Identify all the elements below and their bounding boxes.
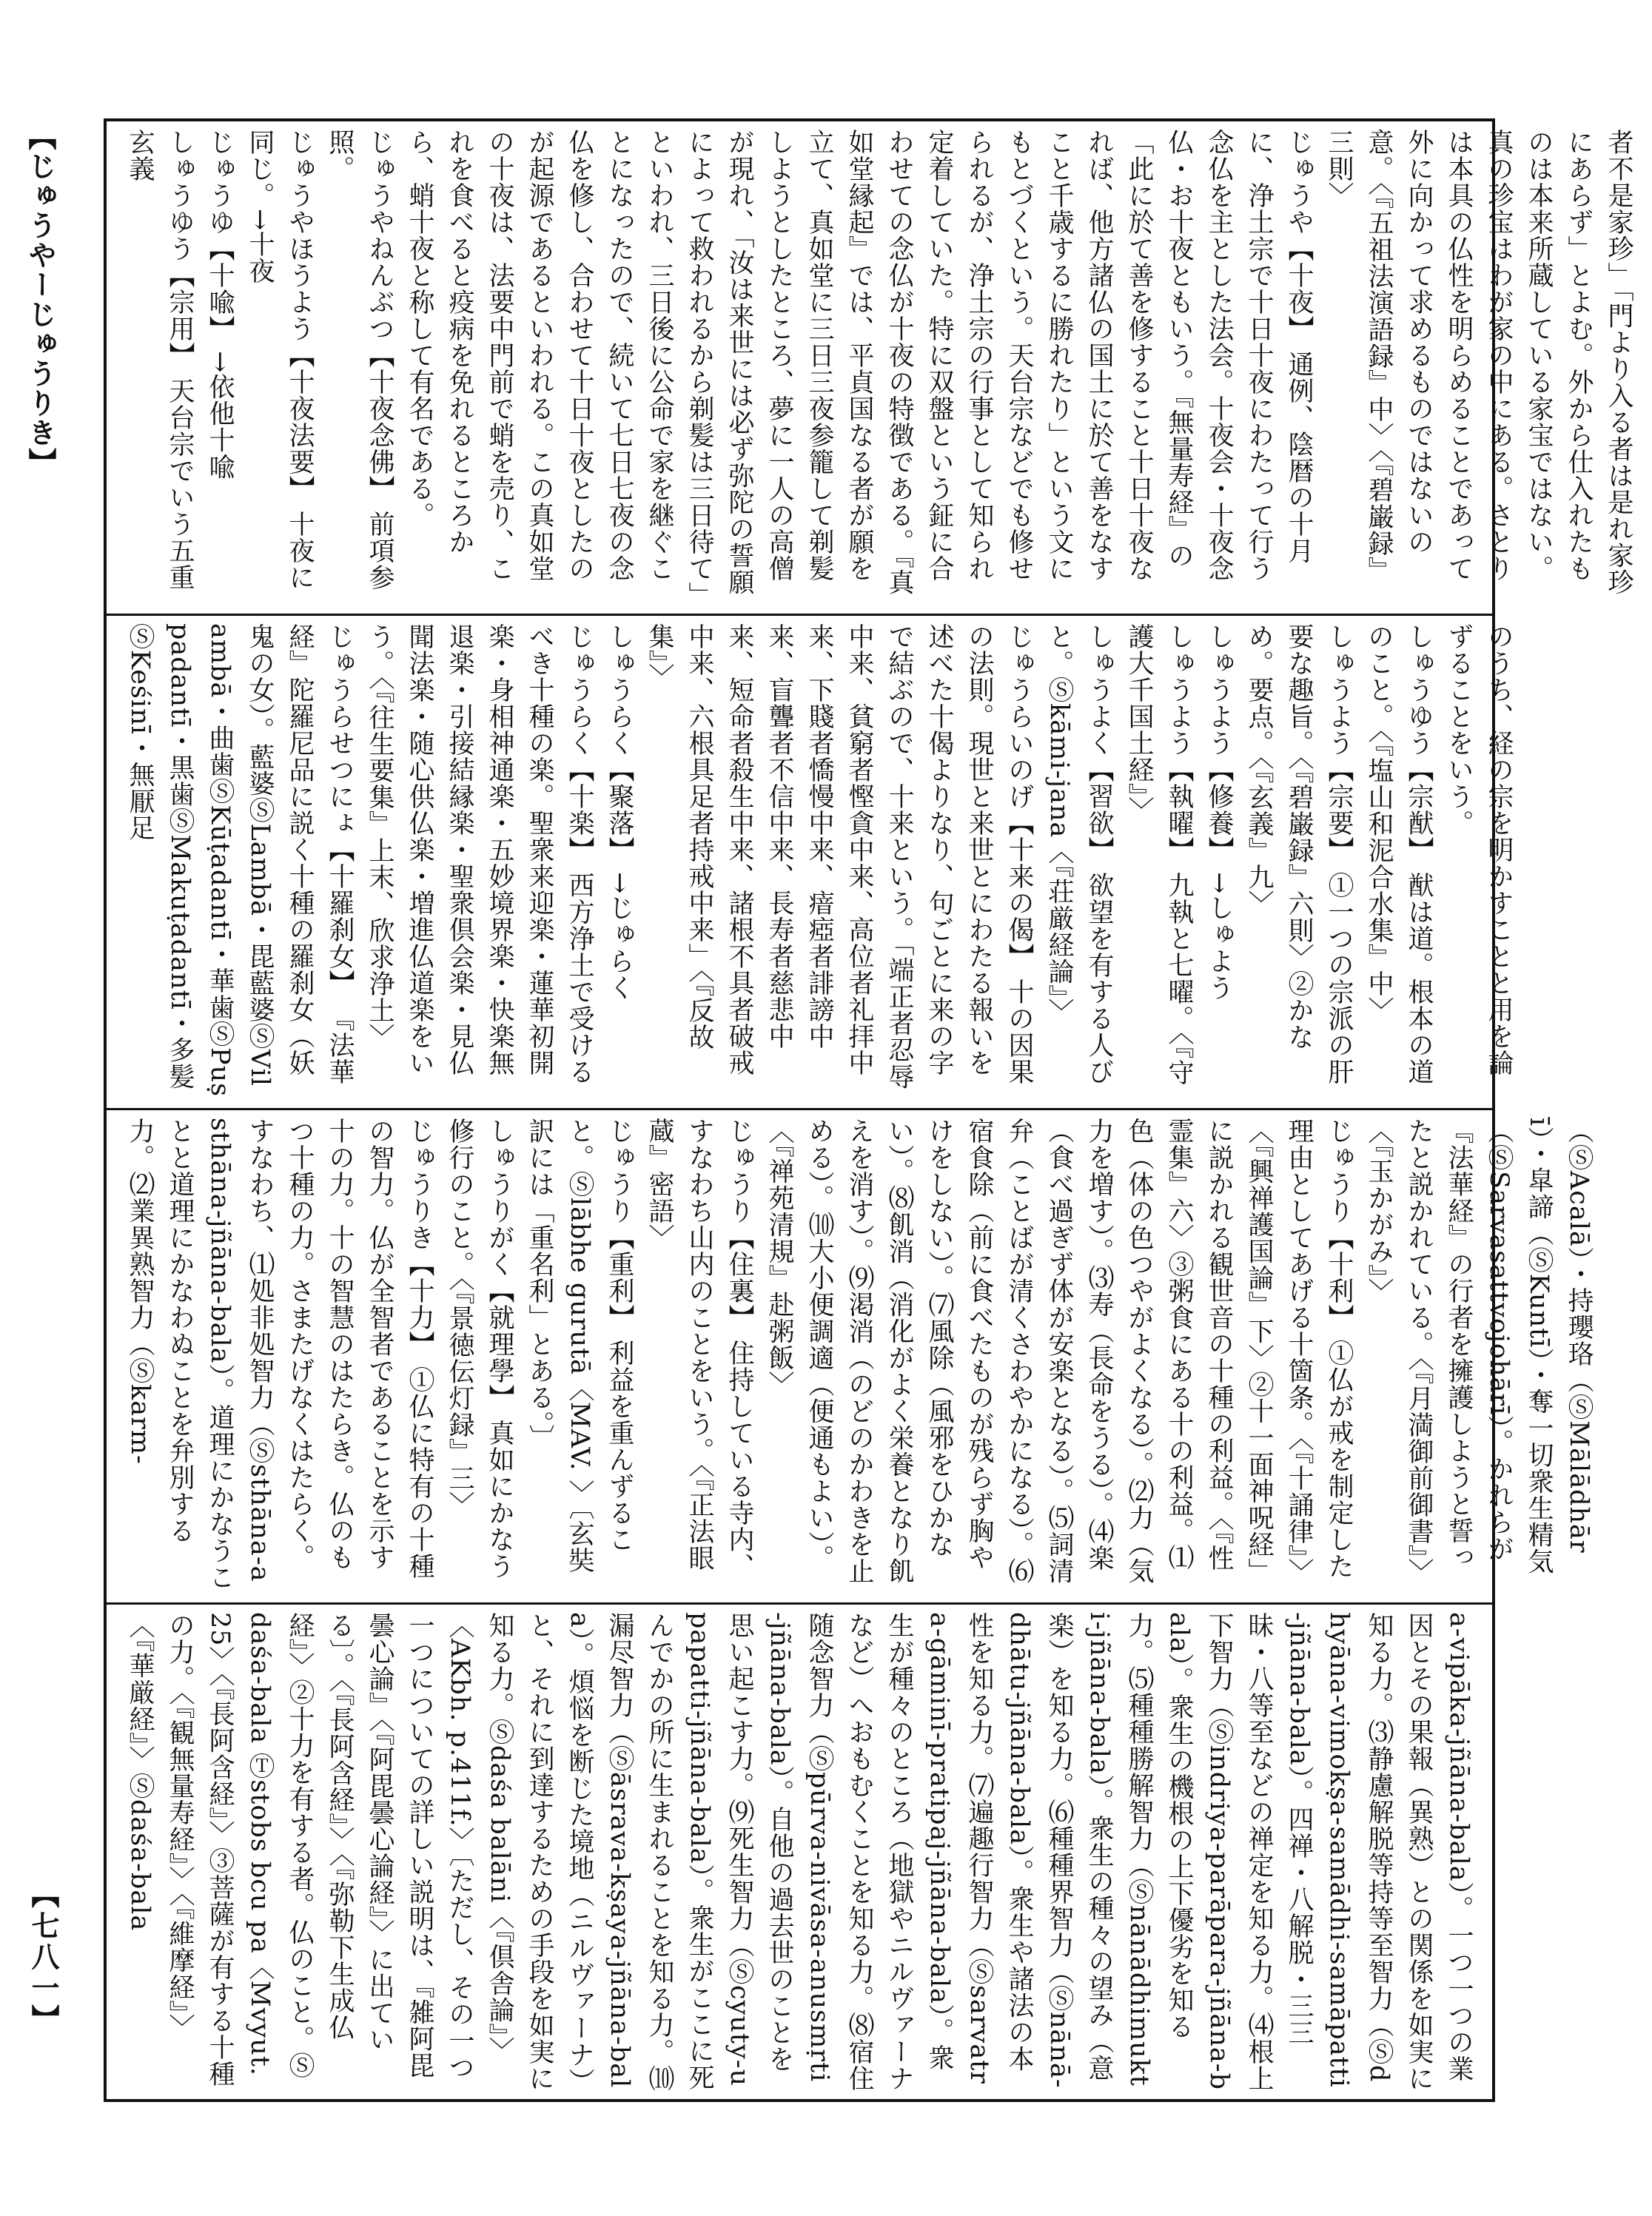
entry: じゅうりき【十力】 ①仏に特有の十種の智力。仏が全智者であることを示す十の力。十の智慧のはたらき。仏のもつ十種の力。さまたげなくはたらく。すなわち、⑴処非処智力（Ⓢsthāna-asthāna-jñāna-bala）。道理にかなうことと道理にかなわぬことを弁別する力。⑵業異熟智力（Ⓢkarm- [125,1118,434,1591]
tier-4 [107,1605,1492,2099]
page-number: 【七八一】 [27,1880,59,2035]
entry: しゅうよう【執曜】 九執と七曜。〈『守護大千国土経』〉 [1124,623,1194,1087]
tier-1-text [107,121,1652,614]
entry: じゅうゆ【十喩】 →依他十喩 [205,129,235,480]
entry: じゅうや【十夜】 通例、陰暦の十月に、浄土宗で十日十夜にわたって行う念仏を主とした法会。十夜会・十夜念仏・お十夜ともいう。『無量寿経』の「此に於て善を修すること十日十夜なれば、他方諸仏の国土に於て善をなすこと千歳するに勝れたり」という文にもとづくという。天台宗などでも修せられるが、浄土宗の行事として知られ定着していた。特に双盤という鉦に合わせての念仏が十夜の特徴である。『真如堂縁起』では、平貞国なる者が願を立て、真如堂に三日三夜参籠して剃髪しようとしたところ、夢に一人の高僧が現れ、「汝は来世には必ず弥陀の誓願によって救われるから剃髪は三日待て」といわれ、三日後に公命で家を継ぐことになったので、続いて七日七夜の念仏を修し、合わせて十日十夜としたのが起源であるといわれる。この真如堂の十夜は、法要中門前で蛸を売り、これを食べると疫病を免れるところから、蛸十夜と称して有名である。 [405,129,1314,596]
entry: しゅうゆう【宗猷】 猷は道。根本の道のこと。〈『塩山和泥合水集』中〉 [1364,623,1434,1086]
entry: しゅうよく【習欲】 欲望を有する人びと。Ⓢkāmi-jana〈『荘厳経論』〉 [1044,623,1114,1086]
entry: 者不是家珍」「門より入る者は是れ家珍にあらず」とよむ。外から仕入れたものは本来所蔵している家宝ではない。真の珍宝はわが家の中にある。さとりは本具の仏性を明らめることであって外に向かって求めるものではないの意。〈『五祖法演語録』中〉〈『碧巌録』三則〉 [1324,129,1633,596]
entry: のうち、経の宗を明かすことと用を論ずることをいう。 [1444,623,1514,1076]
entry: じゅうらせつにょ【十羅刹女】 『法華経』陀羅尼品に説く十種の羅刹女（妖鬼の女）。藍婆ⓈLambā・毘藍婆ⓈVilambā・曲歯ⓈKūṭadantī・華歯ⓈPuṣpadantī・黒歯ⓈMakuṭadantī・多髪ⓈKeśinī・無厭足 [125,623,355,1098]
entry: （ⓈAcalā）・持瓔珞（ⓈMālādhārī）・皐諦（ⓈKuntī）・奪一切衆生精気（ⓈSarvasattvojohārī）。かれらが『法華経』の行者を擁護しようと誓ったと説かれている。〈『月満御前御書』〉〈『玉かがみ』〉 [1364,1118,1594,1585]
entry: じゅうやねんぶつ【十夜念佛】 前項参照。 [325,129,394,591]
entry: しゅうゆう【宗用】 天台宗でいう五重玄義 [125,129,195,591]
entry: しゅうよう【宗要】 ①一つの宗派の肝要な趣旨。〈『碧巌録』六則〉②かなめ。要点。〈『玄義』九〉 [1244,623,1354,1086]
entry: じゅうり【住裏】 住持している寺内、すなわち山内のことをいう。〈『正法眼蔵』密語〉 [645,1118,754,1580]
tier-1 [107,121,1633,614]
tier-2 [107,616,1514,1108]
running-head: 【じゅうやーじゅうりき】 [24,122,56,477]
entry: じゅうらいのげ【十来の偈】 十の因果の法則。現世と来世とにわたる報いを述べた十偈よりなり、句ごとに来の字で結ぶので、十来という。「端正者忍辱中来、貧窮者慳貪中来、高位者礼拝中来、下賤者憍慢中来、瘖瘂者誹謗中来、盲聾者不信中来、長寿者慈悲中来、短命者殺生中来、諸根不具者破戒中来、六根具足者持戒中来」〈『反故集』〉 [645,623,1034,1090]
tier-3-text [107,1110,1612,1602]
entry: じゅうらく【十楽】 西方浄土で受けるべき十種の楽。聖衆来迎楽・蓮華初開楽・身相神通楽・五妙境界楽・快楽無退楽・引接結縁楽・聖衆倶会楽・見仏聞法楽・随心供仏楽・増進仏道楽をいう。〈『往生要集』上末、欣求浄土〉 [365,623,594,1086]
entry: しゅうよう【修養】 →しゅよう [1204,623,1234,1001]
entry: a-vipāka-jñāna-bala）。一つ一つの業因とその果報（異熟）との関係を如実に知る力。⑶静慮解脱等持等至智力（Ⓢdhyāna-vimokṣa-samādhi-samāpatti-jñāna-bala）。四禅・八解脱・三三昧・八等至などの禅定を知る力。⑷根上下智力（Ⓢindriya-parāpara-jñāna-bala）。衆生の機根の上下優劣を知る力。⑸種種勝解智力（Ⓢnānādhimukti-jñāna-bala）。衆生の種々の望み（意楽）を知る力。⑹種種界智力（Ⓢnānā-dhātu-jñāna-bala）。衆生や諸法の本性を知る力。⑺遍趣行智力（Ⓢsarvatra-gāminī-pratipaj-jñāna-bala）。衆生が種々のところ（地獄やニルヴァーナなど）へおもむくことを知る力。⑻宿住随念智力（Ⓢpūrva-nivāsa-anusmṛti-jñāna-bala）。自他の過去世のことを思い起こす力。⑼死生智力（Ⓢcyuty-upapatti-jñāna-bala）。衆生がここに死んでかの所に生まれることを知る力。⑽漏尽智力（Ⓢāsrava-kṣaya-jñāna-bala）。煩悩を断じた境地（ニルヴァーナ）と、それに到達するための手段を如実に知る力。Ⓢdaśa balāni〈『倶舎論』〉〈AKbh. p.411f.〉〔ただし、その一つ一つについての詳しい説明は、『雑阿毘曇心論』〈『阿毘曇心論経』〉に出ている〕。〈『長阿含経』〉〈『弥勒下生成仏経』〉②十力を有する者。仏のこと。Ⓢdaśa-bala Ⓣstobs bcu pa〈Mvyut. 25〉〈『長阿含経』〉③菩薩が有する十種の力。〈『観無量寿経』〉〈『維摩経』〉〈『華厳経』〉Ⓢdaśa-bala [125,1612,1474,2092]
entry: じゅうやほうよう【十夜法要】 十夜に同じ。→十夜 [245,129,315,591]
entry: しゅうりがく【就理學】 真如にかなう修行のこと。〈『景徳伝灯録』三〉 [445,1118,514,1580]
entry: じゅうり【十利】 ①仏が戒を制定した理由としてあげる十箇条。〈『十誦律』〉〈『興禅護国論』下〉②十一面神呪経」に説かれる観世音の十種の利益。〈『性霊集』六〉③粥食にある十の利益。⑴色（体の色つやがよくなる）。⑵力（気力を増す）。⑶寿（長命をうる）。⑷楽（食べ過ぎず体が安楽となる）。⑸詞清弁（ことばが清くさわやかになる）。⑹宿食除（前に食べたものが残らず胸やけをしない）。⑺風除（風邪をひかない）。⑻飢消（消化がよく栄養となり飢えを消す）。⑼渇消（のどのかわきを止める）。⑽大小便調適（便通もよい）。〈『禅苑清規』赴粥飯〉 [765,1118,1354,1585]
entry: しゅうらく【聚落】 →じゅらく [605,623,634,1001]
tier-2-text [107,616,1532,1108]
entry: じゅうり【重利】 利益を重んずること。Ⓢlābhe gurutā〈MAV. 〉〔玄奘訳には「重名利」とある。〕 [525,1118,634,1574]
tier-3 [107,1110,1594,1602]
tier-4-text [107,1605,1492,2099]
